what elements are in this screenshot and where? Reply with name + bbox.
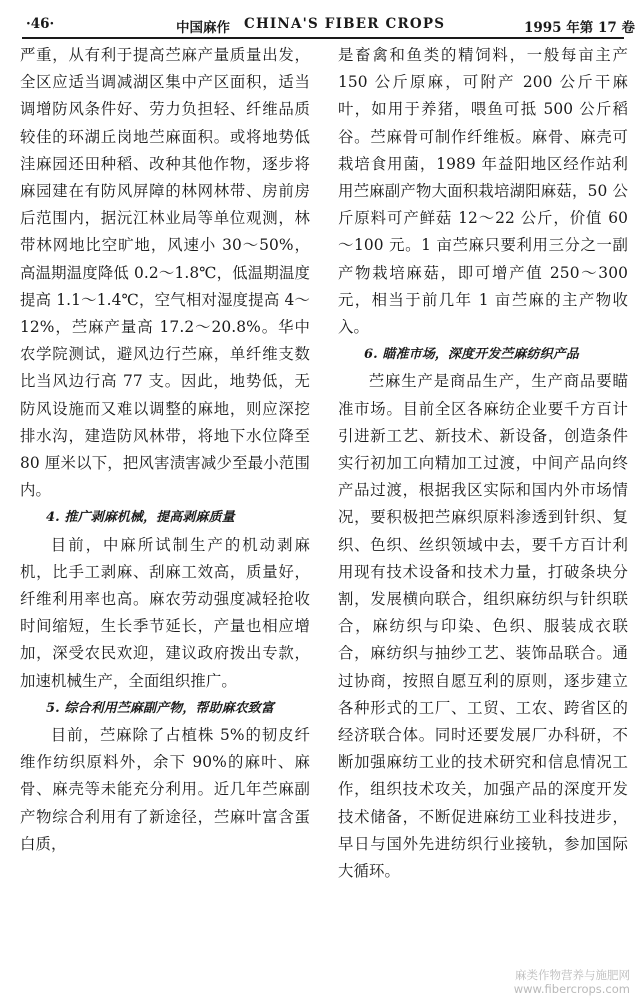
right-column: [338, 42, 628, 885]
paragraph-continued: 是畜禽和鱼类的精饲料，一般每亩主产 150 公斤原麻，可附产 200 公斤干麻叶，如用于养猪，喂鱼可抵 500 公斤稻谷。苎麻骨可制作纤维板。麻骨、麻壳可栽培食用菌，1989 年益阳地区经作站利用苎麻副产物大面积栽培湖阳麻菇，50 公斤原料可产鲜菇 12～22 公斤，价值 60～100 元。1 亩苎麻只要利用三分之一副产物栽培麻菇，即可增产值 250～300 元，相当于前几年 1 亩苎麻的主产物收入。: [338, 46, 628, 337]
journal-title-en: CHINA'S FIBER CROPS: [244, 16, 446, 32]
paragraph: 目前，中麻所试制生产的机动剥麻机，比手工剥麻、刮麻工效高，质量好，纤维利用率也高。麻农劳动强度减轻抢收时间缩短，生长季节延长，产量也相应增加，深受农民欢迎，建议政府拨出专款，加速机械生产，全面组织推广。: [20, 535, 310, 690]
issue-year-volume: 1995 年第 17 卷: [524, 20, 635, 36]
paragraph: 苎麻生产是商品生产，生产商品要瞄准市场。目前全区各麻纺企业要千方百计引进新工艺、新技术、新设备，创造条件实行初加工向精加工过渡，中间产品向终产品过渡，根据我区实际和国内外市场情况，要积极把苎麻织原料渗透到针织、复织、色织、丝织领域中去，要千方百计利用现有技术设备和技术力量，打破条块分割，发展横向联合，组织麻纺织与针织联合，麻纺织与印染、色织、服装成衣联合，麻纺织与抽纱工艺、装饰品联合。通过协商，按照自愿互利的原则，逐步建立各种形式的工厂、工贸、工农、跨省区的经济联合体。同时还要发展厂办科研，不断加强麻纺工业的技术研究和信息情况工作，组织技术攻关，加强产品的深度开发技术储备，不断促进麻纺工业科技进步，早日与国外先进纺织行业接轨，参加国际大循环。: [338, 372, 628, 881]
watermark-site-name: 麻类作物营养与施肥网: [515, 968, 630, 982]
paragraph: 目前，苎麻除了占植株 5%的韧皮纤维作纺织原料外，余下 90%的麻叶、麻骨、麻壳等未能充分利用。近几年苎麻副产物综合利用有了新途径，苎麻叶富含蛋白质，: [20, 726, 310, 853]
page-number: ·46·: [26, 16, 55, 32]
journal-title-cn: 中国麻作: [176, 20, 230, 36]
watermark-url: www.fibercrops.com: [513, 982, 630, 996]
paragraph-continued: 严重，从有利于提高苎麻产量质量出发，全区应适当调减湖区集中产区面积，适当调增防风条件好、劳力负担轻、纤维品质较佳的环湖丘岗地苎麻面积。或将地势低洼麻园还田种稻、改种其他作物，逐步将麻园建在有防风屏障的林网林带、房前房后范围内，据沅江林业局等单位观测，林带林网地比空旷地，风速小 30～50%，高温期温度降低 0.2～1.8℃，低温期温度提高 1.1～1.4℃，空气相对湿度提高 4～12%，苎麻产量高 17.2～20.8%。华中农学院测试，避风边行苎麻，单纤维支数比当风边行高 77 支。因此，地势低，无防风设施而又难以调整的麻地，则应深挖排水沟，建造防风林带，将地下水位降至 80 厘米以下，把风害渍害减少至最小范围内。: [20, 46, 310, 500]
site-watermark: [514, 968, 630, 996]
page-header: [22, 14, 635, 36]
section-heading-6: 6. 瞄准市场，深度开发苎麻纺织产品: [364, 347, 579, 363]
section-heading-5: 5. 综合利用苎麻副产物，帮助麻农致富: [46, 700, 274, 716]
section-heading-4: 4. 推广剥麻机械，提高剥麻质量: [46, 510, 235, 526]
left-column: [20, 42, 310, 858]
header-rule: [22, 37, 624, 39]
